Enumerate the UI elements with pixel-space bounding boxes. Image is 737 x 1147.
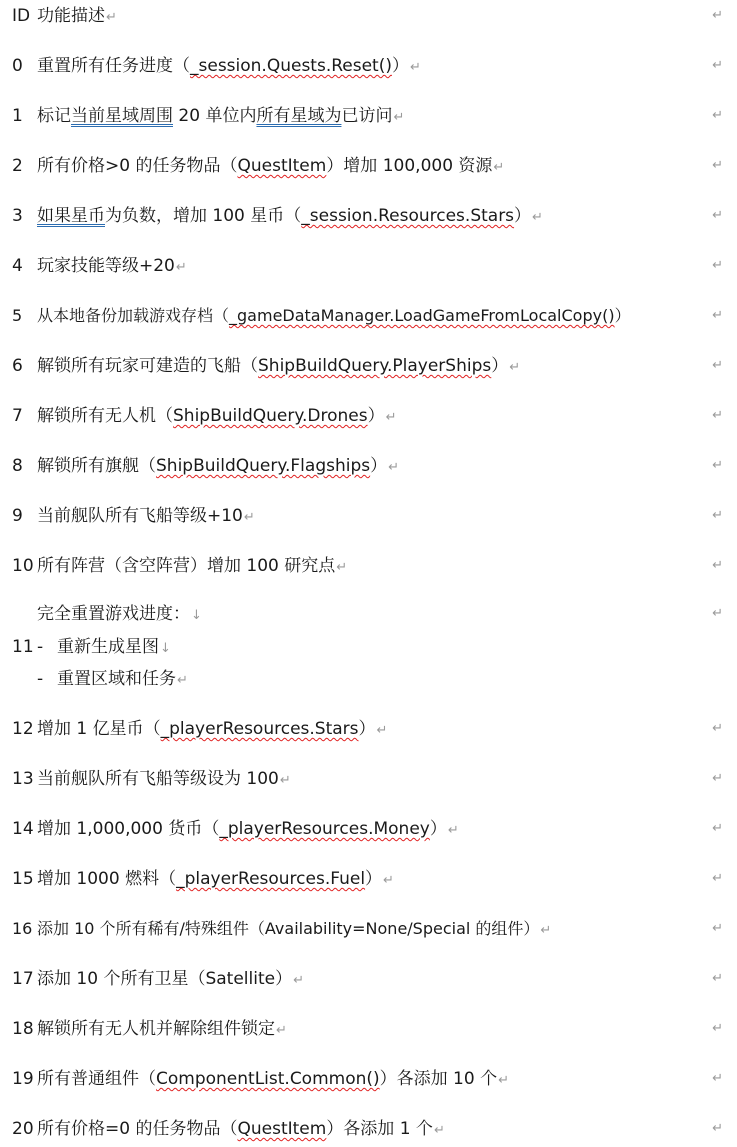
table-row: 6 解锁所有玩家可建造的飞船（ShipBuildQuery.PlayerShips）↵ ↵	[12, 356, 723, 376]
table-row: 4 玩家技能等级+20↵ ↵	[12, 256, 723, 276]
header-id: ID	[12, 6, 31, 26]
table-row: 13 当前舰队所有飞船等级设为 100↵ ↵	[12, 769, 723, 789]
table-row: 17 添加 10 个所有卫星（Satellite）↵ ↵	[12, 969, 723, 989]
table-row: 2 所有价格>0 的任务物品（QuestItem）增加 100,000 资源↵ ↵	[12, 156, 723, 176]
table-row: 8 解锁所有旗舰（ShipBuildQuery.Flagships）↵ ↵	[12, 456, 723, 476]
table-row: 10 所有阵营（含空阵营）增加 100 研究点↵ ↵	[12, 556, 723, 576]
table-row: 16 添加 10 个所有稀有/特殊组件（Availability=None/Special 的组件）↵ ↵	[12, 919, 723, 938]
table-row: 9 当前舰队所有飞船等级+10↵ ↵	[12, 506, 723, 526]
table-row: 19 所有普通组件（ComponentList.Common()）各添加 10 个↵ ↵	[12, 1069, 723, 1089]
table-row: 0 重置所有任务进度（_session.Quests.Reset()）↵ ↵	[12, 56, 723, 76]
table-row-sub: 11 - 重新生成星图↓	[12, 637, 171, 657]
cell-end-mark: ↵	[712, 8, 723, 23]
table-row: 18 解锁所有无人机并解除组件锁定↵ ↵	[12, 1019, 723, 1039]
table-row: 3 如果星币为负数，增加 100 星币（_session.Resources.Stars）↵ ↵	[12, 206, 723, 226]
header-desc: 功能描述↵	[37, 6, 117, 26]
table-row: 7 解锁所有无人机（ShipBuildQuery.Drones）↵ ↵	[12, 406, 723, 426]
table-row: 15 增加 1000 燃料（_playerResources.Fuel）↵ ↵	[12, 869, 723, 889]
header-row	[0, 3, 737, 29]
table-row: 12 增加 1 亿星币（_playerResources.Stars）↵ ↵	[12, 719, 723, 739]
table-row: 20 所有价格=0 的任务物品（QuestItem）各添加 1 个↵ ↵	[12, 1119, 723, 1139]
table-row: 完全重置游戏进度：↓ ↵	[37, 604, 723, 624]
table-row: 5 从本地备份加载游戏存档（_gameDataManager.LoadGameFromLocalCopy()） ↵	[12, 306, 723, 325]
table-row: 1 标记当前星域周围 20 单位内所有星域为已访问↵ ↵	[12, 106, 723, 126]
table-row: 14 增加 1,000,000 货币（_playerResources.Money）↵ ↵	[12, 819, 723, 839]
table-row-sub: - 重置区域和任务↵	[37, 669, 188, 689]
